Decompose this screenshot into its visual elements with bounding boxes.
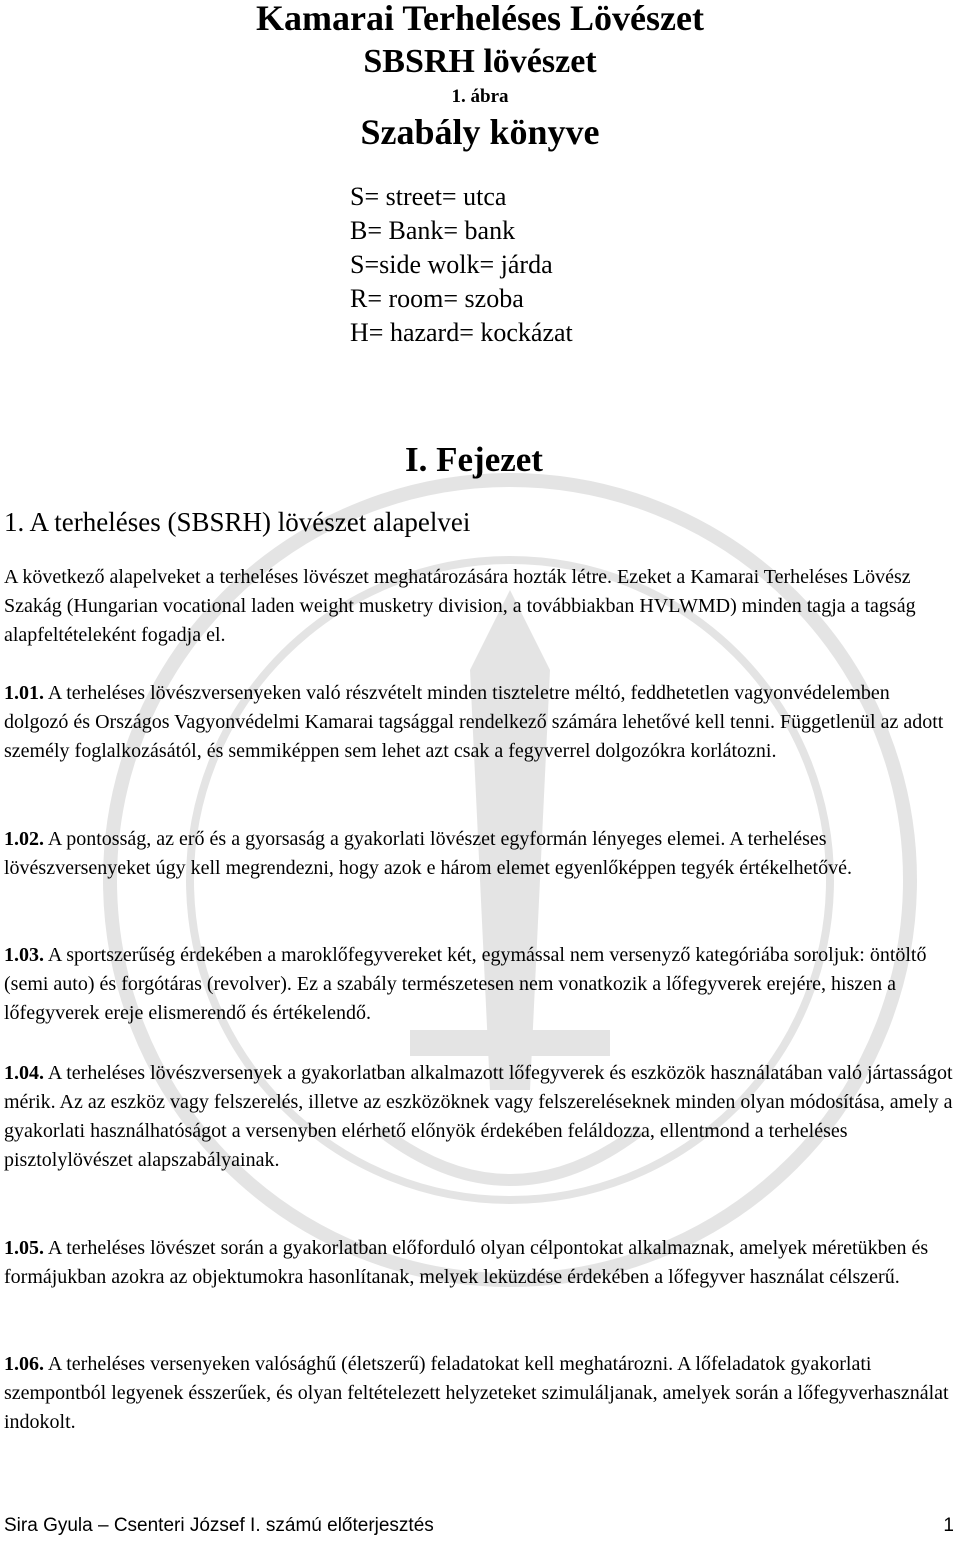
intro-paragraph: A következő alapelveket a terheléses lövészet meghatározására hozták létre. Ezeket a Kamarai Terheléses Lövész Szakág (Hungarian vocational laden weight musketry division, a továbbiakban HVLWMD) minden tagja a tagság alapfeltételeként fogadja el.: [4, 566, 916, 646]
document-title: Kamarai Terheléses Lövészet: [256, 0, 704, 38]
rule-paragraph: [4, 1350, 958, 1437]
chapter-heading: I. Fejezet: [405, 440, 543, 479]
rule-number: 1.03.: [4, 944, 44, 966]
rule-text: A pontosság, az erő és a gyorsaság a gyakorlati lövészet egyformán lényeges elemei. A terheléses lövészversenyeket úgy kell megrendezni, hogy azok e három elemet egyenlőképpen tegyék értékelhetővé.: [4, 828, 852, 879]
rule-number: 1.05.: [4, 1237, 44, 1259]
footer-author-text: Sira Gyula – Csenteri József I. számú előterjesztés: [4, 1515, 434, 1536]
section-heading: 1. A terheléses (SBSRH) lövészet alapelvei: [4, 507, 471, 537]
abbreviation-item: R= room= szoba: [350, 284, 524, 313]
document-subtitle: SBSRH lövészet: [363, 43, 597, 80]
rule-text: A terheléses lövészet során a gyakorlatban előforduló olyan célpontokat alkalmaznak, amelyek méretükben és formájukban azokra az objektumokra hasonlítanak, melyek leküzdése érdekében a lőfegyver használat célszerű.: [4, 1237, 929, 1288]
abbreviation-list: [350, 180, 573, 350]
figure-label: 1. ábra: [451, 86, 509, 107]
rule-paragraph: [4, 1234, 958, 1292]
rule-paragraph: [4, 679, 958, 766]
rule-paragraph: [4, 1059, 958, 1175]
abbreviation-item: H= hazard= kockázat: [350, 318, 573, 347]
rule-text: A sportszerűség érdekében a maroklőfegyvereket két, egymással nem versenyző kategóriába soroljuk: öntöltő (semi auto) és forgótáras (revolver). Ez a szabály természetesen nem vonatkozik a lőfegyverek erejére, hiszen a lőfegyverek ereje elismerendő és értékelendő.: [4, 944, 927, 1024]
rule-text: A terheléses lövészversenyek a gyakorlatban alkalmazott lőfegyverek és eszközök használatában való jártasságot mérik. Az az eszköz vagy felszerelés, illetve az eszközöknek vagy felszereléseknek minden olyan módosítása, amely a gyakorlati használhatóságot a versenyben elérhető előnyök érdekében feláldozza, ellentmond a terheléses pisztolylövészet alapszabályainak.: [4, 1062, 953, 1171]
rule-text: A terheléses lövészversenyeken való részvételt minden tiszteletre méltó, feddhetetlen vagyonvédelemben dolgozó és Országos Vagyonvédelmi Kamarai tagsággal rendelkező számára lehetővé kell tenni. Függetlenül az adott személy foglalkozásától, és semmiképpen sem lehet azt csak a fegyverrel dolgozókra korlátozni.: [4, 682, 944, 762]
rulebook-heading: Szabály könyve: [360, 112, 600, 152]
rule-number: 1.06.: [4, 1353, 44, 1375]
rule-number: 1.01.: [4, 682, 44, 704]
rule-text: A terheléses versenyeken valósághű (életszerű) feladatokat kell meghatározni. A lőfeladatok gyakorlati szempontból legyenek ésszerűek, és olyan feltételezett helyzeteket szimuláljanak, amelyek során a lőfegyverhasználat indokolt.: [4, 1353, 949, 1433]
abbreviation-item: S= street= utca: [350, 182, 507, 211]
rule-paragraph: [4, 941, 958, 1028]
page-number: 1: [943, 1515, 954, 1536]
rule-number: 1.02.: [4, 828, 44, 850]
rule-paragraph: [4, 825, 958, 883]
page-footer: [4, 1514, 954, 1538]
abbreviation-item: S=side wolk= járda: [350, 250, 553, 279]
abbreviation-item: B= Bank= bank: [350, 216, 516, 245]
rule-number: 1.04.: [4, 1062, 44, 1084]
